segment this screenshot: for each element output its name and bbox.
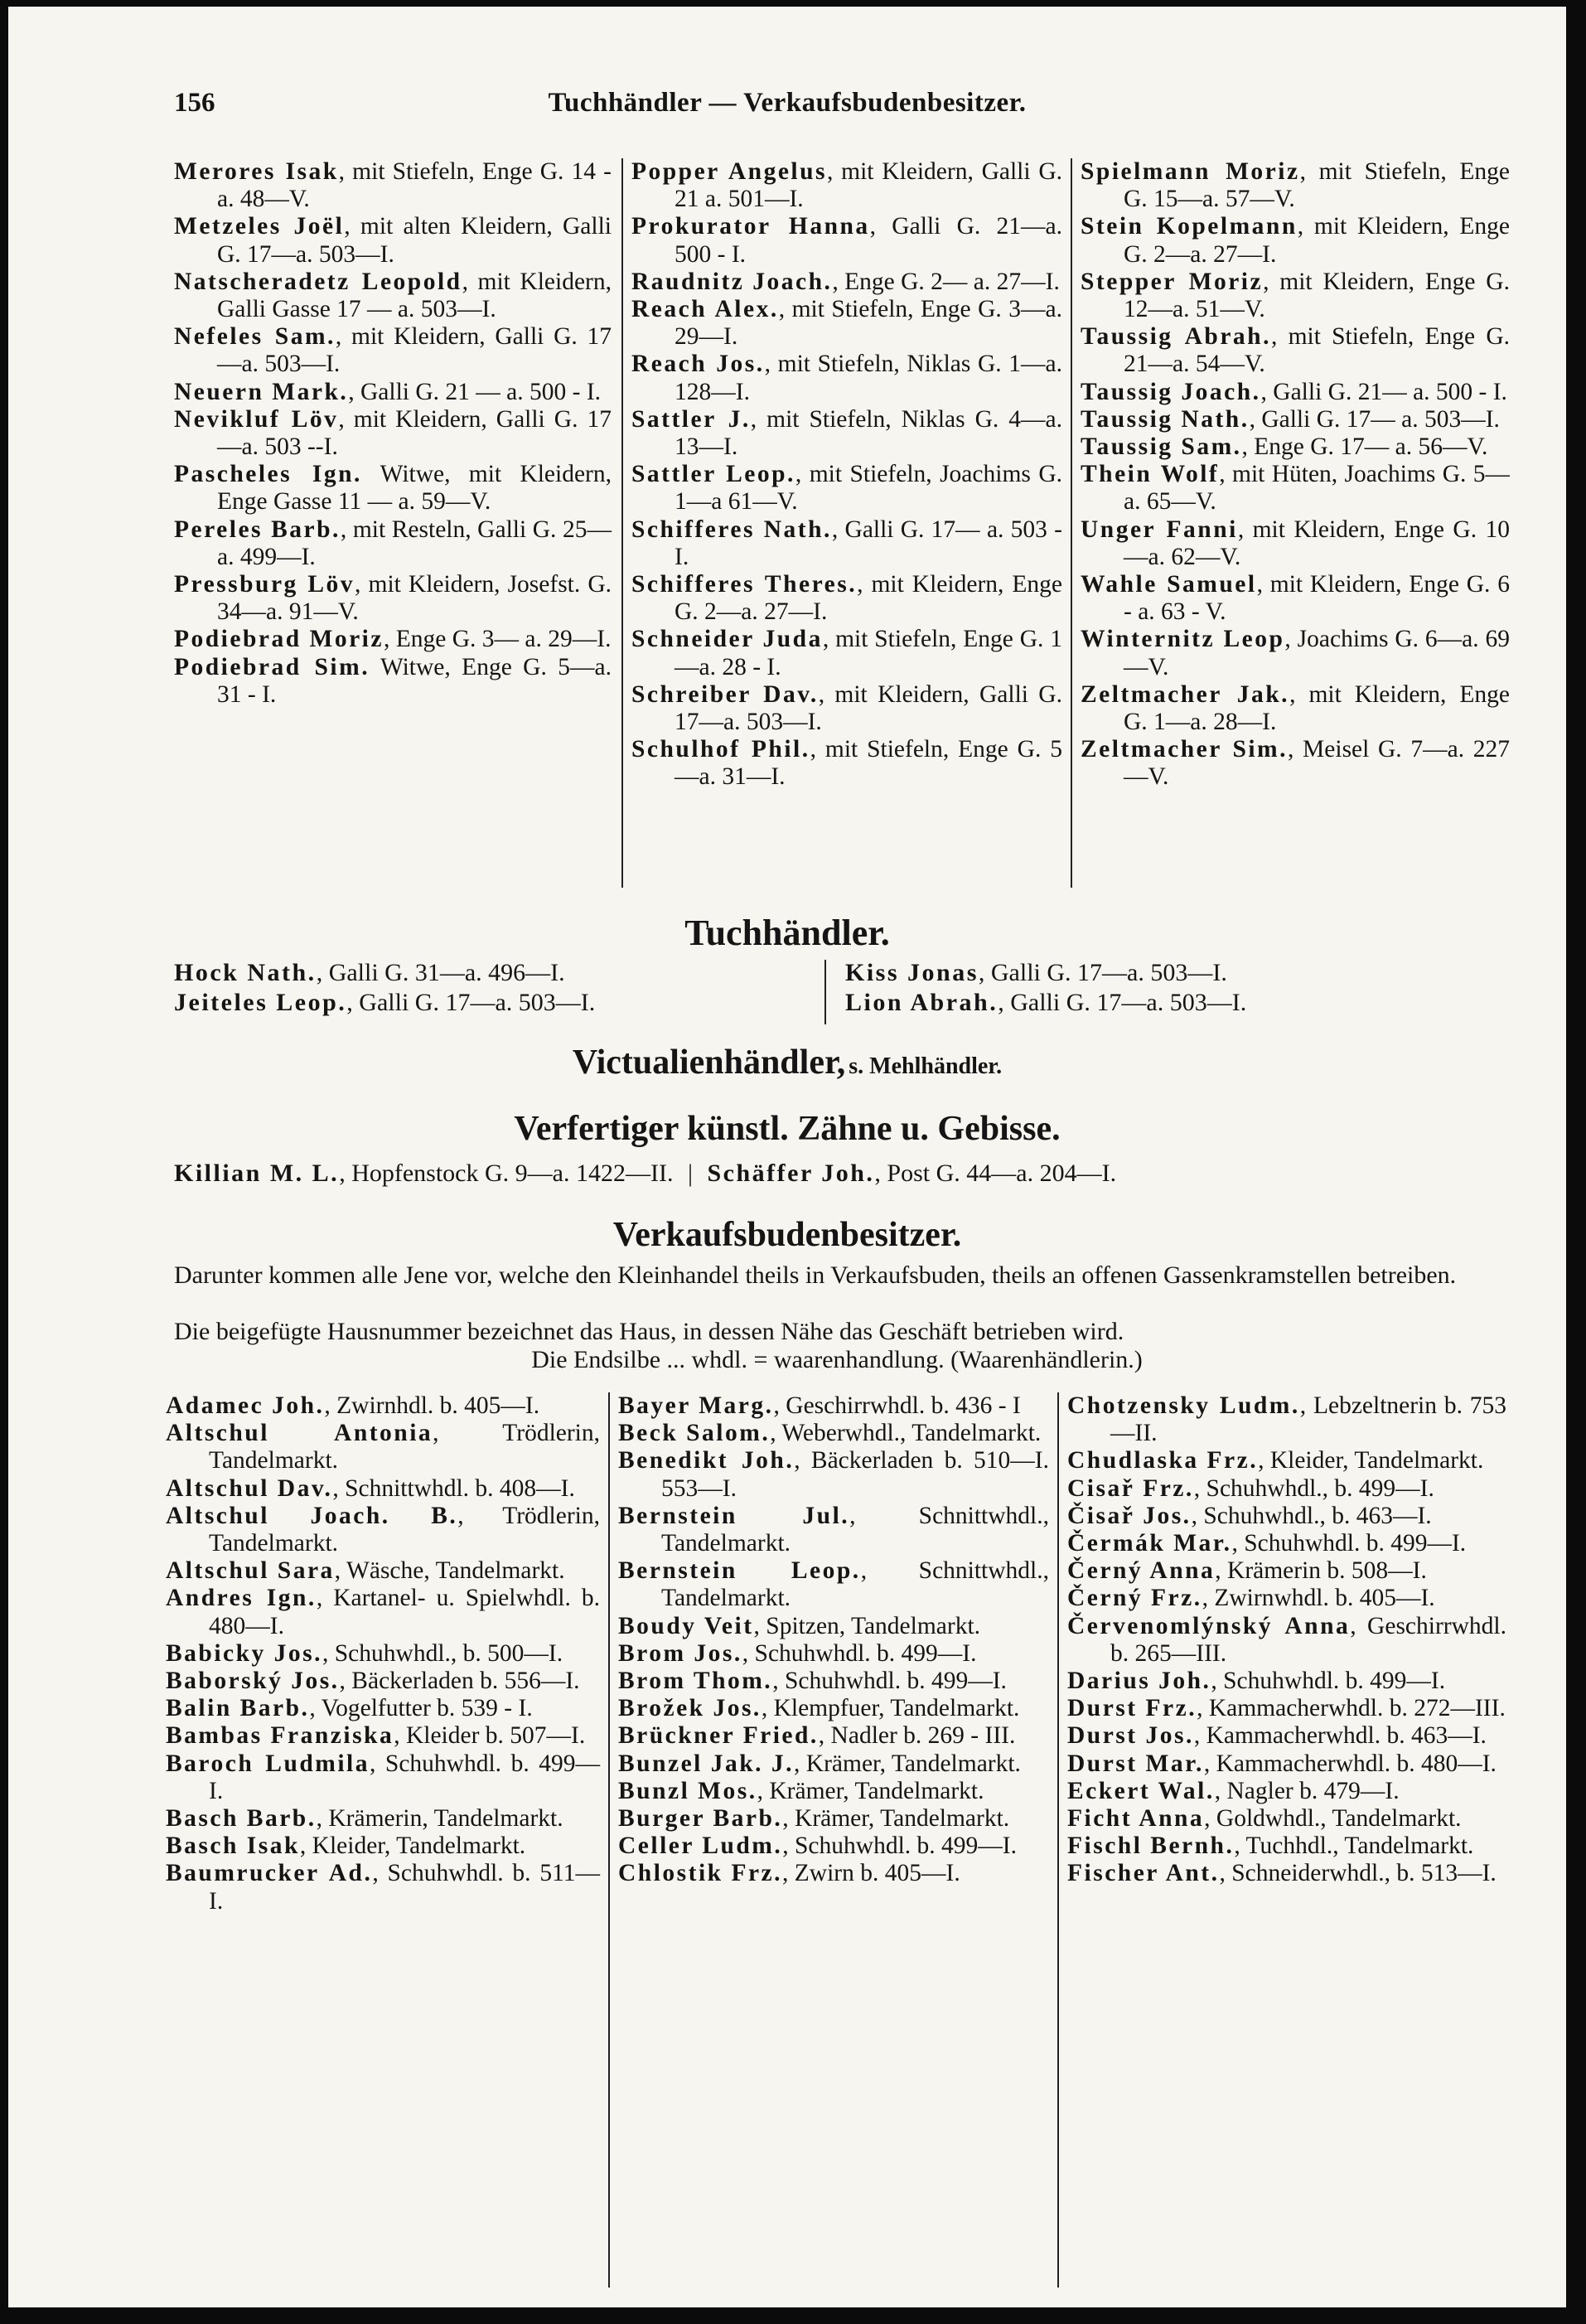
entry-name: Lion Abrah. [845,989,999,1016]
entry-name: Celler Ludm. [618,1833,783,1860]
tuchhaendler-title: Tuchhändler. [684,913,890,953]
directory-entry [631,681,1062,736]
entry-name: Reach Jos. [631,351,765,378]
directory-entry [1067,1750,1506,1778]
entry-details: , Krämerin, Tandelmarkt. [316,1805,563,1833]
directory-entry [166,1805,600,1833]
entry-details: , Wäsche, Tandelmarkt. [334,1557,565,1585]
directory-entry [631,461,1062,516]
entry-details: , mit Hüten, Joachims G. 5—a. 65—V. [1124,461,1510,516]
entry-name: Bunzl Mos. [618,1777,757,1804]
entry-name: Brom Jos. [618,1639,742,1667]
entry-details: , mit Stiefeln, Enge G. 1—a. 28 - I. [675,626,1063,680]
entry-details: , mit Stiefeln, Enge G. 15—a. 57—V. [1124,158,1510,213]
directory-entry [1067,1722,1506,1750]
entry-details: , Krämer, Tandelmarkt. [794,1750,1021,1777]
directory-entry [1081,213,1510,268]
entry-details: , mit Kleidern, Enge G. 1—a. 28—I. [1124,680,1510,736]
directory-entry [174,654,612,709]
entry-name: Schreiber Dav. [631,680,819,708]
section1-col1 [174,158,621,888]
directory-entry [174,516,612,571]
entry-name: Wahle Samuel [1081,571,1257,598]
entry-details: , Schuhwhdl., b. 463—I. [1191,1502,1432,1529]
entry-details: , Kammacherwhdl. b. 463—I. [1193,1722,1487,1750]
directory-entry [166,1860,600,1915]
directory-entry [174,958,595,988]
directory-entry [166,1668,600,1695]
verfertiger-right-rest: , Post G. 44—a. 204—I. [874,1160,1117,1187]
verkaufsbuden-columns [166,1392,1508,2288]
entry-name: Brom Thom. [618,1668,773,1695]
entry-name: Popper Angelus [631,158,828,185]
verfertiger-left-rest: , Hopfenstock G. 9—a. 1422—II. [339,1160,674,1187]
directory-entry [166,1585,600,1639]
entry-details: , Bäckerladen b. 556—I. [339,1668,580,1695]
entry-details: , Galli G. 21— a. 500 - I. [1260,378,1507,405]
entry-name: Stepper Moriz [1081,268,1264,295]
directory-entry [631,626,1062,680]
entry-details: , Krämer, Tandelmarkt. [782,1805,1010,1833]
directory-entry [1081,379,1510,406]
entry-details: , Meisel G. 7—a. 227—V. [1124,736,1510,791]
entry-details: , Kammacherwhdl. b. 480—I. [1203,1750,1497,1777]
entry-name: Beck Salom. [618,1420,771,1447]
entry-details: , mit Stiefeln, Enge G. 21—a. 54—V. [1124,323,1510,378]
entry-details: , Trödlerin, Tandelmarkt. [209,1502,600,1557]
entry-details: , Kammacherwhdl. b. 272—III. [1197,1695,1506,1722]
entry-name: Taussig Nath. [1081,405,1250,433]
entry-name: Merores Isak [174,158,339,185]
directory-entry [1081,516,1510,571]
directory-entry [174,379,612,406]
entry-details: , Nadler b. 269 - III. [818,1722,1016,1750]
entry-details: , Galli G. 21 — a. 500 - I. [348,378,602,405]
directory-entry [618,1557,1049,1612]
directory-entry [174,158,612,213]
entry-details: , mit Stiefeln, Niklas G. 1—a. 128—I. [675,351,1062,405]
verfertiger-right-name: Schäffer Joh. [707,1160,875,1187]
entry-details: , Schuhwhdl. b. 511—I. [209,1860,600,1915]
entry-details: , Kleider b. 507—I. [394,1722,586,1750]
directory-entry [631,269,1062,296]
entry-details: , Galli G. 17—a. 503—I. [978,959,1227,986]
entry-details: , mit Resteln, Galli G. 25—a. 499—I. [217,516,612,570]
entry-details: , mit Kleidern, Enge G. 6 - a. 63 - V. [1124,571,1510,626]
directory-page [8,7,1566,2307]
entry-name: Baroch Ludmila [166,1750,370,1777]
directory-entry [1067,1668,1506,1695]
entry-name: Winternitz Leop [1081,626,1285,653]
directory-entry [631,571,1062,626]
entry-name: Chudlaska Frz. [1067,1447,1259,1474]
directory-entry [618,1860,1049,1887]
entry-name: Bunzel Jak. J. [618,1750,795,1777]
directory-entry [631,736,1062,791]
directory-entry [618,1503,1049,1557]
entry-name: Durst Frz. [1067,1695,1197,1722]
entry-details: , Galli G. 31—a. 496—I. [316,959,565,986]
directory-entry [166,1557,600,1585]
entry-details: , mit alten Kleidern, Galli G. 17—a. 503—I. [217,213,612,268]
entry-name: Neuern Mark. [174,378,349,405]
entry-details: , Joachims G. 6—a. 69—V. [1124,626,1510,680]
directory-entry [618,1420,1049,1447]
directory-entry [166,1833,600,1860]
directory-entry [166,1392,600,1420]
entry-details: , Kleider, Tandelmarkt. [1258,1447,1484,1474]
entry-details: , mit Kleidern, Josefst. G. 34—a. 91—V. [217,571,612,626]
directory-entry [1067,1695,1506,1722]
victualien-title: Victualienhändler, [572,1043,846,1082]
section1-col3 [1071,158,1510,888]
entry-details: , Krämer, Tandelmarkt. [757,1777,984,1804]
entry-details: , mit Stiefeln, Enge G. 5—a. 31—I. [675,736,1062,791]
entry-details: , Schuhwhdl. b. 499—I. [1211,1668,1446,1695]
directory-entry [1067,1557,1506,1585]
entry-details: , Galli G. 17— a. 503—I. [1249,405,1500,433]
directory-entry [1067,1503,1506,1530]
entry-details: , Lebzeltnerin b. 753—II. [1110,1392,1506,1447]
entry-details: , Schuhwhdl. b. 499—I. [772,1668,1007,1695]
entry-details: , Geschirrwhdl. b. 436 - I [773,1392,1021,1419]
section1-col2 [621,158,1071,888]
entry-name: Cisař Frz. [1067,1474,1194,1502]
directory-entry [1067,1833,1506,1860]
directory-entry [631,516,1062,571]
entry-details: , Galli G. 21—a. 500 - I. [675,213,1062,268]
verkaufsbuden-note1: Darunter kommen alle Jene vor, welche den Kleinhandel theils in Verkaufsbuden, theils an offenen Gassenkramstellen betreiben. [174,1261,1457,1289]
directory-entry [618,1805,1049,1833]
entry-name: Durst Jos. [1067,1722,1194,1750]
entry-details: , Schnittwhdl. b. 408—I. [332,1474,575,1502]
entry-details: , Kleider, Tandelmarkt. [299,1833,526,1860]
entry-name: Altschul Joach. B. [166,1502,458,1529]
verfertiger-separator: | [687,1160,693,1187]
entry-name: Chlostik Frz. [618,1860,783,1887]
directory-entry [1081,269,1510,323]
directory-entry [845,958,1246,988]
entry-name: Thein Wolf [1081,461,1220,488]
directory-entry [166,1750,600,1805]
entry-details: , Goldwhdl., Tandelmarkt. [1204,1805,1462,1833]
entry-name: Raudnitz Joach. [631,268,833,295]
directory-entry [618,1695,1049,1722]
entry-details: , Schuhwhdl. b. 499—I. [1231,1530,1467,1557]
entry-name: Andres Ign. [166,1585,317,1612]
entry-name: Nevikluf Löv [174,405,339,433]
directory-entry [1081,626,1510,680]
entry-name: Čisař Jos. [1067,1502,1192,1529]
directory-entry [618,1750,1049,1778]
entry-name: Pereles Barb. [174,516,341,543]
entry-name: Fischl Bernh. [1067,1833,1235,1860]
entry-details: , Zwirnhdl. b. 405—I. [324,1392,540,1419]
verkaufsbuden-col2 [608,1392,1057,2288]
directory-entry [1081,158,1510,213]
directory-entry [1081,736,1510,791]
entry-details: , Trödlerin, Tandelmarkt. [209,1420,600,1474]
entry-details: , Galli G. 17— a. 503 - I. [675,516,1062,570]
directory-entry [1067,1805,1506,1833]
entry-details: , mit Kleidern, Enge G. 12—a. 51—V. [1124,268,1510,323]
entry-name: Adamec Joh. [166,1392,325,1419]
verkaufsbuden-col3 [1057,1392,1506,2288]
entry-details: , mit Stiefeln, Niklas G. 4—a. 13—I. [675,405,1063,461]
entry-name: Ficht Anna [1067,1805,1205,1833]
directory-entry [631,158,1062,213]
directory-entry [174,269,612,323]
directory-entry [845,988,1246,1018]
entry-details: , Enge G. 17— a. 56—V. [1241,433,1488,461]
entry-name: Taussig Sam. [1081,433,1242,461]
entry-name: Baumrucker Ad. [166,1860,373,1887]
entry-details: , Enge G. 2— a. 27—I. [832,268,1060,295]
entry-details: Witwe, Enge G. 5—a. 31 - I. [217,653,612,708]
directory-entry [1067,1613,1506,1668]
verfertiger-left-name: Killian M. L. [174,1160,340,1187]
directory-entry [174,626,612,653]
tuchhaendler-divider [824,960,826,1024]
victualien-line [8,1043,1566,1082]
page-number: 156 [174,88,215,118]
directory-entry [166,1640,600,1668]
entry-details: , Galli G. 17—a. 503—I. [998,989,1247,1016]
entry-details: , mit Kleidern, Enge G. 2—a. 27—I. [1124,213,1510,268]
directory-entry [1081,461,1510,516]
entry-details: , Bäckerladen b. 510—I. 553—I. [661,1447,1049,1502]
entry-details: , mit Kleidern, Galli Gasse 17 — a. 503—I. [217,268,612,323]
directory-entry [618,1833,1049,1860]
directory-entry [174,571,612,626]
directory-entry [1067,1585,1506,1612]
entry-details: , Schuhwhdl., b. 500—I. [322,1639,563,1667]
directory-entry [631,351,1062,405]
verkaufsbuden-col1 [166,1392,608,2288]
entry-name: Burger Barb. [618,1805,783,1833]
directory-entry [1067,1860,1506,1887]
verkaufsbuden-note2: Die beigefügte Hausnummer bezeichnet das Haus, in dessen Nähe das Geschäft betrieben wird. [174,1318,1124,1345]
directory-entry [1081,323,1510,378]
directory-entry [618,1447,1049,1502]
directory-entry [1067,1530,1506,1557]
entry-name: Bernstein Jul. [618,1502,850,1529]
directory-entry [166,1695,600,1722]
directory-entry [174,406,612,461]
entry-details: , Schnittwhdl., Tandelmarkt. [661,1557,1050,1612]
directory-entry [631,406,1062,461]
entry-name: Zeltmacher Jak. [1081,680,1290,708]
entry-name: Metzeles Joël [174,213,345,240]
entry-name: Sattler Leop. [631,461,795,488]
entry-details: , Enge G. 3— a. 29—I. [383,626,612,653]
directory-entry [1067,1447,1506,1474]
entry-details: , mit Kleidern, Galli G. 17—a. 503—I. [217,323,612,378]
entry-name: Bayer Marg. [618,1392,774,1419]
verkaufsbuden-title: Verkaufsbudenbesitzer. [612,1216,962,1254]
directory-entry [618,1640,1049,1668]
entry-name: Podiebrad Moriz [174,626,384,653]
entry-name: Unger Fanni [1081,516,1238,543]
entry-details: , Schuhwhdl. b. 499—I. [782,1833,1017,1860]
entry-details: , Weberwhdl., Tandelmarkt. [770,1420,1042,1447]
entry-name: Schifferes Theres. [631,571,858,598]
entry-name: Čermák Mar. [1067,1530,1232,1557]
entry-name: Kiss Jonas [845,959,979,986]
directory-entry [174,988,595,1018]
directory-entry [618,1613,1049,1640]
entry-name: Pressburg Löv [174,571,355,598]
directory-entry [631,296,1062,351]
entry-name: Taussig Joach. [1081,378,1261,405]
entry-details: , mit Kleidern, Galli G. 17—a. 503—I. [675,680,1062,736]
entry-name: Fischer Ant. [1067,1860,1220,1887]
entry-details: , Schneiderwhdl., b. 513—I. [1219,1860,1497,1887]
entry-name: Altschul Dav. [166,1474,333,1502]
tuchhaendler-right [845,958,1246,1018]
entry-name: Stein Kopelmann [1081,213,1298,240]
entry-name: Boudy Veit [618,1612,754,1639]
entry-name: Balin Barb. [166,1695,310,1722]
directory-entry [1067,1392,1506,1447]
directory-entry [174,213,612,268]
entry-details: , Spitzen, Tandelmarkt. [753,1612,981,1639]
entry-name: Černý Anna [1067,1557,1216,1585]
entry-details: , Klempfuer, Tandelmarkt. [761,1695,1020,1722]
directory-entry [1081,433,1510,461]
entry-name: Podiebrad Sim. [174,653,370,680]
directory-entry [166,1475,600,1503]
entry-details: , Nagler b. 479—I. [1214,1777,1400,1804]
entry-name: Altschul Sara [166,1557,335,1585]
directory-entry [618,1778,1049,1805]
entry-details: , Galli G. 17—a. 503—I. [346,989,596,1016]
entry-details: , mit Stiefeln, Enge G. 14 - a. 48—V. [217,158,612,213]
entry-name: Reach Alex. [631,296,779,323]
entry-name: Taussig Abrah. [1081,323,1271,351]
entry-details: , Schuhwhdl., b. 499—I. [1193,1474,1434,1502]
entry-details: , mit Kleidern, Enge G. 10—a. 62—V. [1124,516,1510,570]
entry-name: Altschul Antonia [166,1420,433,1447]
directory-entry [1081,681,1510,736]
directory-entry [174,323,612,378]
entry-details: , mit Kleidern, Galli G. 21 a. 501—I. [675,158,1063,213]
entry-name: Schifferes Nath. [631,516,832,543]
entry-name: Sattler J. [631,405,751,433]
entry-name: Prokurator Hanna [631,213,870,240]
entry-details: , Schuhwhdl. b. 499—I. [742,1639,977,1667]
directory-entry [166,1420,600,1474]
directory-entry [1067,1778,1506,1805]
entry-name: Černý Frz. [1067,1585,1202,1612]
verfertiger-title: Verfertiger künstl. Zähne u. Gebisse. [514,1110,1061,1148]
entry-name: Basch Barb. [166,1805,317,1833]
directory-entry [618,1392,1049,1420]
entry-details: , mit Stiefeln, Joachims G. 1—a 61—V. [675,461,1062,516]
entry-details: , mit Kleidern, Enge G. 2—a. 27—I. [675,571,1062,626]
page-header [8,88,1566,138]
entry-details: , mit Kleidern, Galli G. 17—a. 503 --I. [217,405,612,461]
entry-name: Basch Isak [166,1833,300,1860]
entry-name: Benedikt Joh. [618,1447,795,1474]
entry-name: Pascheles Ign. [174,461,362,488]
directory-entry [1081,571,1510,626]
entry-name: Schneider Juda [631,626,823,653]
directory-entry [166,1722,600,1750]
entry-details: , Zwirnwhdl. b. 405—I. [1202,1585,1435,1612]
directory-entry [1081,406,1510,433]
entry-name: Durst Mar. [1067,1750,1204,1777]
entry-name: Zeltmacher Sim. [1081,736,1288,763]
entry-details: , mit Stiefeln, Enge G. 3—a. 29—I. [675,296,1062,351]
entry-name: Brožek Jos. [618,1695,762,1722]
entry-name: Chotzensky Ludm. [1067,1392,1300,1419]
entry-name: Natscheradetz Leopold [174,268,462,295]
entry-details: , Vogelfutter b. 539 - I. [309,1695,533,1722]
entry-name: Baborský Jos. [166,1668,340,1695]
entry-details: , Schnittwhdl., Tandelmarkt. [661,1502,1049,1557]
entry-name: Nefeles Sam. [174,323,336,351]
entry-name: Bambas Franziska [166,1722,394,1750]
entry-name: Spielmann Moriz [1081,158,1300,185]
running-title: Tuchhändler — Verkaufsbudenbesitzer. [548,88,1027,118]
directory-entry [174,461,612,516]
entry-name: Červenomlýnský Anna [1067,1612,1351,1639]
directory-entry [631,213,1062,268]
entry-name: Darius Joh. [1067,1668,1211,1695]
entry-name: Babicky Jos. [166,1639,323,1667]
entry-details: , Tuchhdl., Tandelmarkt. [1234,1833,1474,1860]
tuchhaendler-left [174,958,595,1018]
entry-details: , Geschirrwhdl. b. 265—III. [1110,1612,1506,1667]
section1-columns [174,158,1510,888]
entry-name: Bernstein Leop. [618,1557,861,1585]
entry-details: , Schuhwhdl. b. 499—I. [209,1750,601,1804]
entry-name: Jeiteles Leop. [174,989,347,1016]
verfertiger-line [174,1159,1116,1189]
directory-entry [1067,1475,1506,1503]
entry-name: Eckert Wal. [1067,1777,1215,1804]
directory-entry [618,1668,1049,1695]
verkaufsbuden-note3: Die Endsilbe ... whdl. = waarenhandlung. (Waarenhändlerin.) [531,1346,1143,1373]
directory-entry [618,1722,1049,1750]
victualien-ref: s. Mehlhändler. [849,1053,1003,1079]
directory-entry [166,1503,600,1557]
entry-details: , Krämerin b. 508—I. [1215,1557,1427,1585]
entry-details: Witwe, mit Kleidern, Enge Gasse 11 — a. 59—V. [217,461,612,516]
entry-details: , Kartanel- u. Spielwhdl. b. 480—I. [209,1585,600,1639]
entry-name: Schulhof Phil. [631,736,810,763]
entry-name: Hock Nath. [174,959,317,986]
entry-details: , Zwirn b. 405—I. [782,1860,960,1887]
entry-name: Brückner Fried. [618,1722,819,1750]
